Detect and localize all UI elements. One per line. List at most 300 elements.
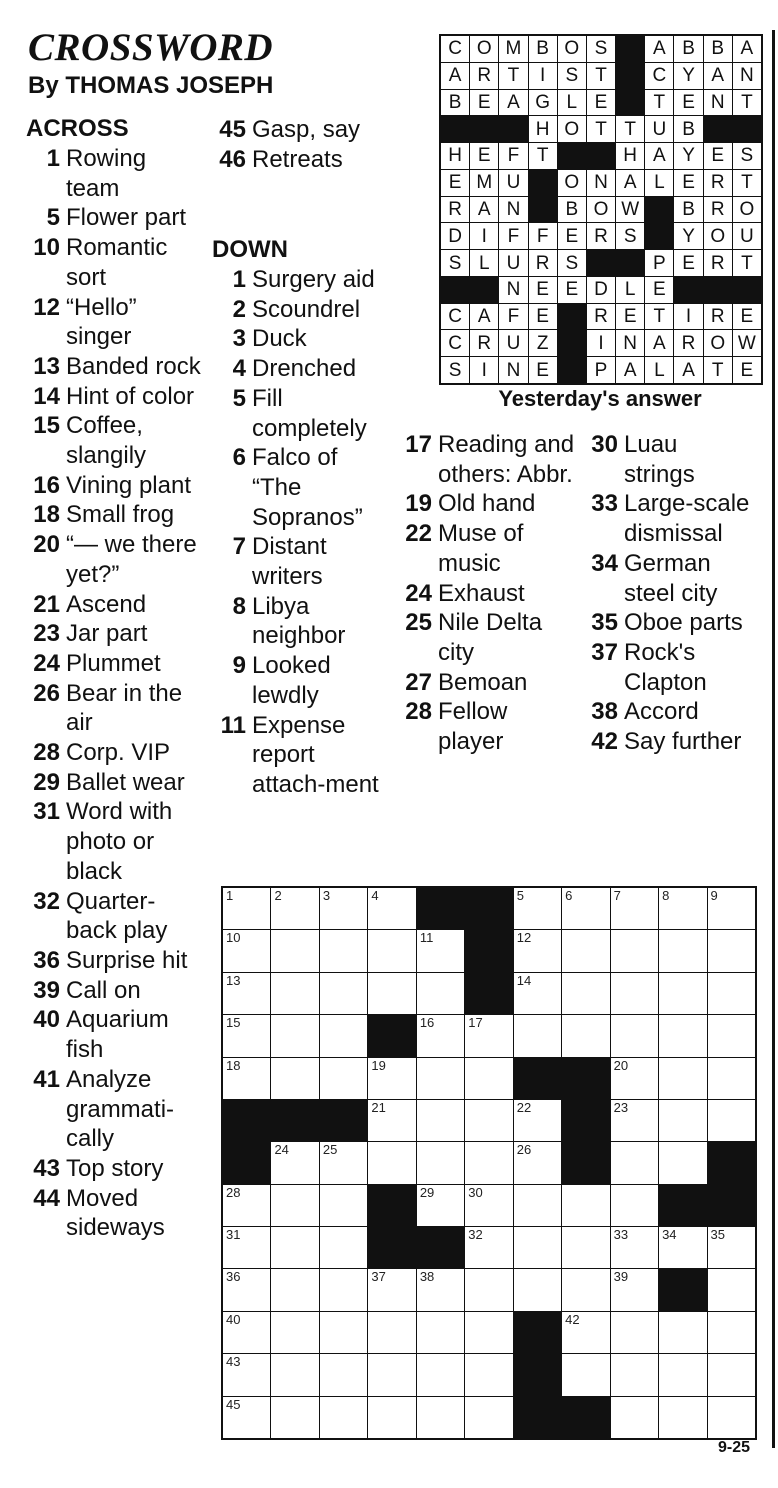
square-number: 29 [419, 1184, 435, 1200]
answer-black-square [733, 116, 761, 142]
square-number: 20 [613, 1057, 629, 1073]
answer-letter: T [733, 90, 761, 116]
answer-letter: C [645, 63, 673, 89]
clue-number: 27 [405, 668, 432, 696]
puzzle-square[interactable] [465, 1058, 512, 1099]
puzzle-square[interactable] [708, 930, 755, 971]
answer-letter: B [674, 197, 702, 223]
puzzle-square[interactable] [611, 973, 658, 1014]
puzzle-square[interactable] [417, 973, 464, 1014]
square-number: 10 [226, 930, 241, 946]
puzzle-square[interactable] [271, 888, 318, 929]
puzzle-square[interactable] [659, 1058, 706, 1099]
answer-letter: E [587, 90, 615, 116]
answer-letter: A [645, 143, 673, 169]
puzzle-square[interactable] [659, 930, 706, 971]
clue-number: 16 [33, 471, 60, 499]
square-number: 38 [419, 1269, 435, 1285]
page-edge-rule [772, 30, 775, 1448]
clue-text: Jar part [66, 620, 148, 648]
puzzle-square[interactable] [417, 1354, 464, 1395]
clue-across-16 [26, 471, 206, 501]
puzzle-square[interactable] [514, 1142, 561, 1183]
clue-text: Ascend [66, 590, 147, 618]
puzzle-square[interactable] [659, 1397, 706, 1438]
puzzle-square[interactable] [320, 1269, 367, 1310]
puzzle-square[interactable] [223, 1312, 270, 1353]
answer-letter: E [733, 304, 761, 330]
answer-letter: E [674, 90, 702, 116]
square-number: 45 [226, 1396, 241, 1412]
clue-text: Romantic sort [66, 234, 168, 291]
puzzle-square[interactable] [271, 1354, 318, 1395]
puzzle-square[interactable] [271, 1397, 318, 1438]
answer-letter: A [704, 63, 732, 89]
puzzle-square[interactable] [223, 930, 270, 971]
answer-letter: E [470, 90, 498, 116]
puzzle-square[interactable] [271, 1185, 318, 1226]
puzzle-square[interactable] [659, 1100, 706, 1141]
clue-number: 1 [232, 266, 246, 293]
clue-down-2 [212, 295, 392, 325]
answer-letter: Y [674, 143, 702, 169]
clue-number: 5 [46, 204, 60, 232]
clue-number: 43 [33, 1154, 60, 1182]
square-number: 1 [226, 888, 234, 903]
square-number: 6 [565, 888, 573, 903]
puzzle-square[interactable] [659, 1015, 706, 1056]
puzzle-square[interactable] [368, 1142, 415, 1183]
puzzle-square[interactable] [465, 1100, 512, 1141]
puzzle-square[interactable] [465, 1312, 512, 1353]
puzzle-square[interactable] [368, 1312, 415, 1353]
answer-letter: L [645, 357, 673, 383]
down-clues-column-continued [584, 430, 754, 757]
puzzle-square[interactable] [223, 1397, 270, 1438]
answer-black-square [529, 197, 557, 223]
clue-number: 3 [232, 325, 246, 353]
yesterdays-answer-grid [439, 34, 763, 385]
square-number: 21 [371, 1099, 386, 1115]
clue-text: Top story [66, 1154, 164, 1182]
clue-text: Oboe parts [624, 609, 743, 637]
answer-letter: B [674, 116, 702, 142]
square-number: 12 [516, 930, 532, 946]
answer-letter: B [704, 36, 732, 62]
puzzle-square[interactable] [659, 888, 706, 929]
clue-across-43 [26, 1154, 206, 1184]
puzzle-square[interactable] [659, 973, 706, 1014]
answer-letter: A [674, 357, 702, 383]
puzzle-square[interactable] [611, 930, 658, 971]
answer-black-square [529, 170, 557, 196]
puzzle-square[interactable] [708, 1227, 755, 1268]
puzzle-square[interactable] [611, 1227, 658, 1268]
answer-letter: B [441, 90, 469, 116]
puzzle-square[interactable] [271, 1015, 318, 1056]
puzzle-square[interactable] [223, 1354, 270, 1395]
puzzle-square[interactable] [465, 1397, 512, 1438]
answer-letter: L [616, 277, 644, 303]
puzzle-square[interactable] [708, 888, 755, 929]
puzzle-square[interactable] [514, 930, 561, 971]
puzzle-square[interactable] [562, 888, 609, 929]
answer-letter: L [558, 90, 586, 116]
puzzle-square[interactable] [320, 1397, 367, 1438]
answer-letter: A [733, 36, 761, 62]
answer-letter: R [529, 250, 557, 276]
black-square [223, 1100, 270, 1141]
answer-letter: G [529, 90, 557, 116]
black-square [514, 1058, 561, 1099]
puzzle-square[interactable] [708, 1354, 755, 1395]
puzzle-square[interactable] [708, 1058, 755, 1099]
puzzle-square[interactable] [271, 1312, 318, 1353]
puzzle-square[interactable] [223, 1058, 270, 1099]
answer-letter: W [616, 197, 644, 223]
puzzle-square[interactable] [659, 1354, 706, 1395]
clue-number: 18 [33, 501, 60, 529]
puzzle-square[interactable] [368, 1354, 415, 1395]
clue-number: 46 [219, 145, 246, 173]
puzzle-square[interactable] [611, 1269, 658, 1310]
clue-text: Fill completely [252, 384, 367, 442]
clue-text: Gasp, say [252, 116, 361, 143]
clue-across-23 [26, 619, 206, 649]
black-square [708, 1142, 755, 1183]
puzzle-square[interactable] [368, 1269, 415, 1310]
answer-letter: N [587, 170, 615, 196]
puzzle-square[interactable] [417, 1142, 464, 1183]
down-clues-column-continued [398, 430, 576, 757]
puzzle-square[interactable] [708, 1397, 755, 1438]
clue-down-28 [398, 697, 576, 756]
puzzle-square[interactable] [417, 1058, 464, 1099]
answer-letter: B [674, 36, 702, 62]
puzzle-square[interactable] [271, 930, 318, 971]
puzzle-square[interactable] [223, 1269, 270, 1310]
puzzle-square[interactable] [562, 930, 609, 971]
puzzle-square[interactable] [368, 1100, 415, 1141]
puzzle-square[interactable] [417, 1185, 464, 1226]
puzzle-square[interactable] [611, 1185, 658, 1226]
puzzle-square[interactable] [562, 1269, 609, 1310]
answer-letter: S [558, 250, 586, 276]
answer-letter: U [499, 250, 527, 276]
puzzle-square[interactable] [514, 888, 561, 929]
answer-letter: A [441, 63, 469, 89]
puzzle-square[interactable] [708, 973, 755, 1014]
answer-letter: N [499, 277, 527, 303]
clue-text: Coffee, slangily [66, 412, 147, 470]
answer-letter: T [529, 143, 557, 169]
puzzle-square[interactable] [271, 1227, 318, 1268]
puzzle-square[interactable] [708, 1269, 755, 1310]
clue-text: Surprise hit [66, 946, 188, 974]
answer-letter: A [499, 90, 527, 116]
square-number: 14 [516, 972, 532, 988]
puzzle-square[interactable] [320, 888, 367, 929]
puzzle-grid[interactable] [221, 886, 757, 1440]
answer-letter: U [499, 330, 527, 356]
square-number: 7 [613, 888, 621, 903]
puzzle-square[interactable] [465, 1015, 512, 1056]
clue-across-31 [26, 797, 206, 886]
clue-across-44 [26, 1184, 206, 1243]
answer-letter: E [529, 357, 557, 383]
clue-text: Drenched [252, 355, 357, 383]
puzzle-square[interactable] [320, 930, 367, 971]
puzzle-square[interactable] [417, 1100, 464, 1141]
clue-down-22 [398, 519, 576, 578]
puzzle-square[interactable] [562, 1185, 609, 1226]
clue-number: 42 [591, 728, 618, 756]
clue-down-1 [212, 265, 392, 295]
puzzle-square[interactable] [320, 973, 367, 1014]
clue-number: 7 [232, 533, 246, 561]
clue-text: Flower part [66, 204, 187, 232]
puzzle-square[interactable] [271, 1058, 318, 1099]
puzzle-square[interactable] [514, 1015, 561, 1056]
clue-text: Nile Delta city [438, 609, 543, 666]
puzzle-square[interactable] [514, 1227, 561, 1268]
black-square [271, 1100, 318, 1141]
answer-letter: S [441, 250, 469, 276]
clue-number: 41 [33, 1065, 60, 1093]
clue-number: 8 [232, 592, 246, 620]
answer-letter: E [441, 170, 469, 196]
clue-across-46 [212, 145, 382, 175]
square-number: 25 [322, 1142, 338, 1158]
answer-letter: W [733, 330, 761, 356]
clue-text: Muse of music [438, 520, 524, 577]
puzzle-square[interactable] [320, 1227, 367, 1268]
square-number: 22 [516, 1099, 532, 1115]
clue-text: Distant writers [252, 533, 327, 591]
puzzle-square[interactable] [320, 1185, 367, 1226]
puzzle-square[interactable] [271, 973, 318, 1014]
clue-text: Word with photo or black [66, 798, 173, 885]
answer-letter: S [558, 63, 586, 89]
answer-letter: I [529, 63, 557, 89]
clue-number: 30 [591, 431, 618, 458]
puzzle-square[interactable] [659, 1312, 706, 1353]
answer-letter: T [645, 304, 673, 330]
puzzle-square[interactable] [271, 1142, 318, 1183]
puzzle-square[interactable] [708, 1312, 755, 1353]
clue-number: 28 [405, 698, 432, 726]
answer-letter: Y [674, 223, 702, 249]
black-square [562, 1100, 609, 1141]
answer-letter: T [616, 116, 644, 142]
puzzle-square[interactable] [562, 1354, 609, 1395]
answer-letter: I [674, 304, 702, 330]
puzzle-square[interactable] [611, 1312, 658, 1353]
clue-number: 11 [220, 711, 246, 739]
square-number: 42 [565, 1311, 580, 1327]
puzzle-square[interactable] [562, 1312, 609, 1353]
puzzle-square[interactable] [320, 1354, 367, 1395]
puzzle-square[interactable] [465, 1269, 512, 1310]
clue-text: Looked lewdly [252, 652, 331, 709]
puzzle-square[interactable] [514, 1100, 561, 1141]
clue-number: 44 [33, 1184, 60, 1212]
puzzle-square[interactable] [320, 1015, 367, 1056]
answer-letter: R [470, 63, 498, 89]
puzzle-square[interactable] [223, 1227, 270, 1268]
puzzle-square[interactable] [368, 1397, 415, 1438]
black-square [562, 1397, 609, 1438]
puzzle-square[interactable] [562, 1015, 609, 1056]
square-number: 36 [226, 1269, 241, 1285]
answer-letter: A [616, 170, 644, 196]
square-number: 30 [468, 1184, 483, 1200]
puzzle-square[interactable] [320, 1312, 367, 1353]
clue-text: Bemoan [438, 668, 528, 696]
clue-number: 34 [591, 549, 618, 577]
puzzle-square[interactable] [465, 1354, 512, 1395]
puzzle-square[interactable] [223, 973, 270, 1014]
puzzle-square[interactable] [611, 1058, 658, 1099]
puzzle-square[interactable] [514, 1185, 561, 1226]
clue-number: 9 [232, 652, 246, 680]
puzzle-square[interactable] [708, 1015, 755, 1056]
black-square [514, 1397, 561, 1438]
down-heading: DOWN [212, 236, 288, 263]
puzzle-square[interactable] [562, 973, 609, 1014]
clue-across-45 [212, 115, 382, 145]
answer-black-square [704, 277, 732, 303]
clue-number: 31 [33, 798, 60, 826]
clue-text: Moved sideways [66, 1184, 165, 1242]
puzzle-square[interactable] [611, 888, 658, 929]
puzzle-square[interactable] [465, 1142, 512, 1183]
puzzle-square[interactable] [659, 1142, 706, 1183]
puzzle-square[interactable] [611, 1354, 658, 1395]
puzzle-square[interactable] [223, 888, 270, 929]
puzzle-square[interactable] [611, 1142, 658, 1183]
clue-number: 25 [405, 609, 432, 637]
puzzle-title: CROSSWORD [28, 26, 274, 69]
clue-across-40 [26, 1005, 206, 1064]
puzzle-square[interactable] [271, 1269, 318, 1310]
answer-letter: C [441, 330, 469, 356]
puzzle-square[interactable] [659, 1227, 706, 1268]
puzzle-square[interactable] [417, 1015, 464, 1056]
clue-across-21 [26, 590, 206, 620]
puzzle-square[interactable] [465, 1227, 512, 1268]
answer-letter: E [733, 357, 761, 383]
square-number: 18 [226, 1057, 241, 1073]
clue-across-32 [26, 887, 206, 946]
puzzle-square[interactable] [417, 1312, 464, 1353]
clue-number: 13 [33, 352, 60, 380]
square-number: 17 [468, 1015, 483, 1031]
answer-letter: E [704, 143, 732, 169]
answer-letter: T [704, 357, 732, 383]
clue-across-18 [26, 500, 206, 530]
answer-letter: O [558, 116, 586, 142]
puzzle-square[interactable] [368, 888, 415, 929]
square-number: 31 [226, 1227, 241, 1243]
puzzle-square[interactable] [223, 1015, 270, 1056]
black-square [659, 1185, 706, 1226]
answer-black-square [616, 36, 644, 62]
answer-letter: S [587, 36, 615, 62]
puzzle-square[interactable] [368, 930, 415, 971]
clue-text: Fellow player [438, 698, 508, 756]
answer-letter: T [587, 63, 615, 89]
puzzle-square[interactable] [514, 973, 561, 1014]
answer-letter: H [616, 143, 644, 169]
puzzle-square[interactable] [417, 1269, 464, 1310]
clue-number: 45 [219, 116, 246, 143]
clue-number: 28 [33, 739, 60, 767]
square-number: 19 [371, 1057, 386, 1073]
black-square [465, 973, 512, 1014]
answer-letter: Z [529, 330, 557, 356]
puzzle-square[interactable] [417, 930, 464, 971]
clue-number: 6 [232, 444, 246, 472]
square-number: 40 [226, 1311, 241, 1327]
clue-text: Surgery aid [252, 266, 375, 293]
clue-down-3 [212, 324, 392, 354]
puzzle-square[interactable] [611, 1015, 658, 1056]
puzzle-square[interactable] [368, 973, 415, 1014]
clue-across-1 [26, 144, 206, 203]
clue-number: 14 [33, 382, 60, 410]
puzzle-square[interactable] [708, 1100, 755, 1141]
square-number: 43 [226, 1354, 241, 1370]
clue-text: Retreats [252, 145, 343, 173]
answer-letter: E [674, 250, 702, 276]
clue-number: 36 [33, 946, 60, 974]
black-square [368, 1015, 415, 1056]
puzzle-square[interactable] [320, 1058, 367, 1099]
square-number: 16 [419, 1015, 435, 1031]
answer-black-square [674, 277, 702, 303]
puzzle-square[interactable] [611, 1100, 658, 1141]
clue-down-37 [584, 638, 754, 697]
answer-black-square [558, 304, 586, 330]
answer-black-square [645, 197, 673, 223]
square-number: 3 [322, 888, 331, 903]
answer-letter: T [587, 116, 615, 142]
clue-down-25 [398, 608, 576, 667]
puzzle-square[interactable] [465, 1185, 512, 1226]
square-number: 5 [516, 888, 524, 903]
answer-letter: T [733, 250, 761, 276]
answer-letter: F [499, 304, 527, 330]
puzzle-square[interactable] [514, 1269, 561, 1310]
puzzle-square[interactable] [368, 1058, 415, 1099]
puzzle-square[interactable] [320, 1142, 367, 1183]
clue-across-29 [26, 768, 206, 798]
answer-letter: M [470, 170, 498, 196]
clue-down-42 [584, 727, 754, 757]
puzzle-square[interactable] [611, 1397, 658, 1438]
answer-letter: P [587, 357, 615, 383]
puzzle-square[interactable] [223, 1185, 270, 1226]
clue-down-6 [212, 443, 392, 532]
clue-down-35 [584, 608, 754, 638]
answer-letter: I [587, 330, 615, 356]
square-number: 2 [274, 888, 282, 903]
puzzle-square[interactable] [562, 1227, 609, 1268]
clue-number: 5 [232, 384, 246, 412]
puzzle-square[interactable] [417, 1397, 464, 1438]
clue-across-28 [26, 738, 206, 768]
